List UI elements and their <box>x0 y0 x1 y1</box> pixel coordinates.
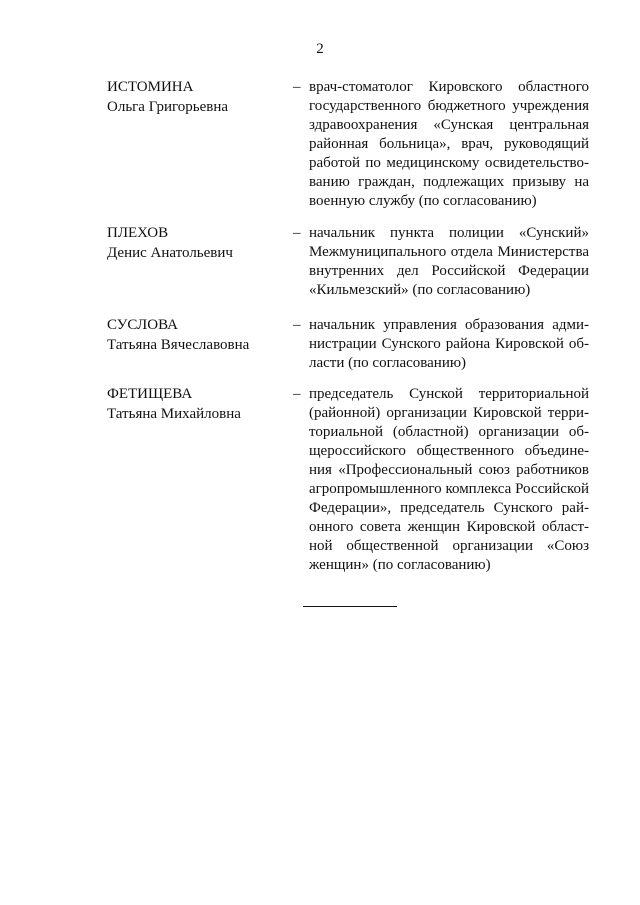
dash-separator: – <box>293 317 301 333</box>
position-line: врач-стоматолог Кировского областного <box>309 79 589 95</box>
member-surname: ФЕТИЩЕВА <box>107 386 193 402</box>
position-line: районная больница», врач, руководящий <box>309 136 589 152</box>
page-number: 2 <box>316 41 324 57</box>
position-line: нистрации Сунского района Кировской об- <box>309 336 589 352</box>
position-line: внутренних дел Российской Федерации <box>309 263 589 279</box>
position-line: здравоохранения «Сунская центральная <box>309 117 589 133</box>
position-line: ванию граждан, подлежащих призыву на <box>309 174 589 190</box>
position-line: женщин» (по согласованию) <box>309 557 491 573</box>
member-given-names: Татьяна Вячеславовна <box>107 337 250 353</box>
position-line: (районной) организации Кировской терри- <box>309 405 589 421</box>
member-position <box>309 78 589 211</box>
position-line: Межмуниципального отдела Министерства <box>309 244 589 260</box>
position-line: Федерации», председатель Сунского рай- <box>309 500 589 516</box>
position-line: ториальной (областной) организации об- <box>309 424 589 440</box>
position-line: ласти (по согласованию) <box>309 355 467 371</box>
member-given-names: Денис Анатольевич <box>107 245 233 261</box>
member-surname: СУСЛОВА <box>107 317 178 333</box>
member-name <box>107 223 287 263</box>
position-line: щероссийского общественного объедине- <box>309 443 589 459</box>
position-line: агропромышленного комплекса Российской <box>309 481 589 497</box>
dash-separator: – <box>293 225 301 241</box>
member-name <box>107 77 287 117</box>
position-line: работой по медицинскому освидетельство- <box>309 155 589 171</box>
member-position <box>309 224 589 300</box>
position-line: онного совета женщин Кировской област- <box>309 519 589 535</box>
member-surname: ИСТОМИНА <box>107 79 194 95</box>
position-line: ной общественной организации «Союз <box>309 538 589 554</box>
member-position <box>309 316 589 373</box>
member-given-names: Татьяна Михайловна <box>107 406 241 422</box>
position-line: начальник управления образования адми- <box>309 317 589 333</box>
position-line: государственного бюджетного учреждения <box>309 98 589 114</box>
member-position <box>309 385 589 575</box>
position-line: «Кильмезский» (по согласованию) <box>309 282 531 298</box>
position-line: председатель Сунской территориальной <box>309 386 589 402</box>
member-name <box>107 315 287 355</box>
member-given-names: Ольга Григорьевна <box>107 99 229 115</box>
position-line: начальник пункта полиции «Сунский» <box>309 225 589 241</box>
closing-rule <box>303 606 397 607</box>
member-name <box>107 384 287 424</box>
position-line: ния «Профессиональный союз работников <box>309 462 589 478</box>
position-line: военную службу (по согласованию) <box>309 193 537 209</box>
dash-separator: – <box>293 386 301 402</box>
member-surname: ПЛЕХОВ <box>107 225 169 241</box>
dash-separator: – <box>293 79 301 95</box>
